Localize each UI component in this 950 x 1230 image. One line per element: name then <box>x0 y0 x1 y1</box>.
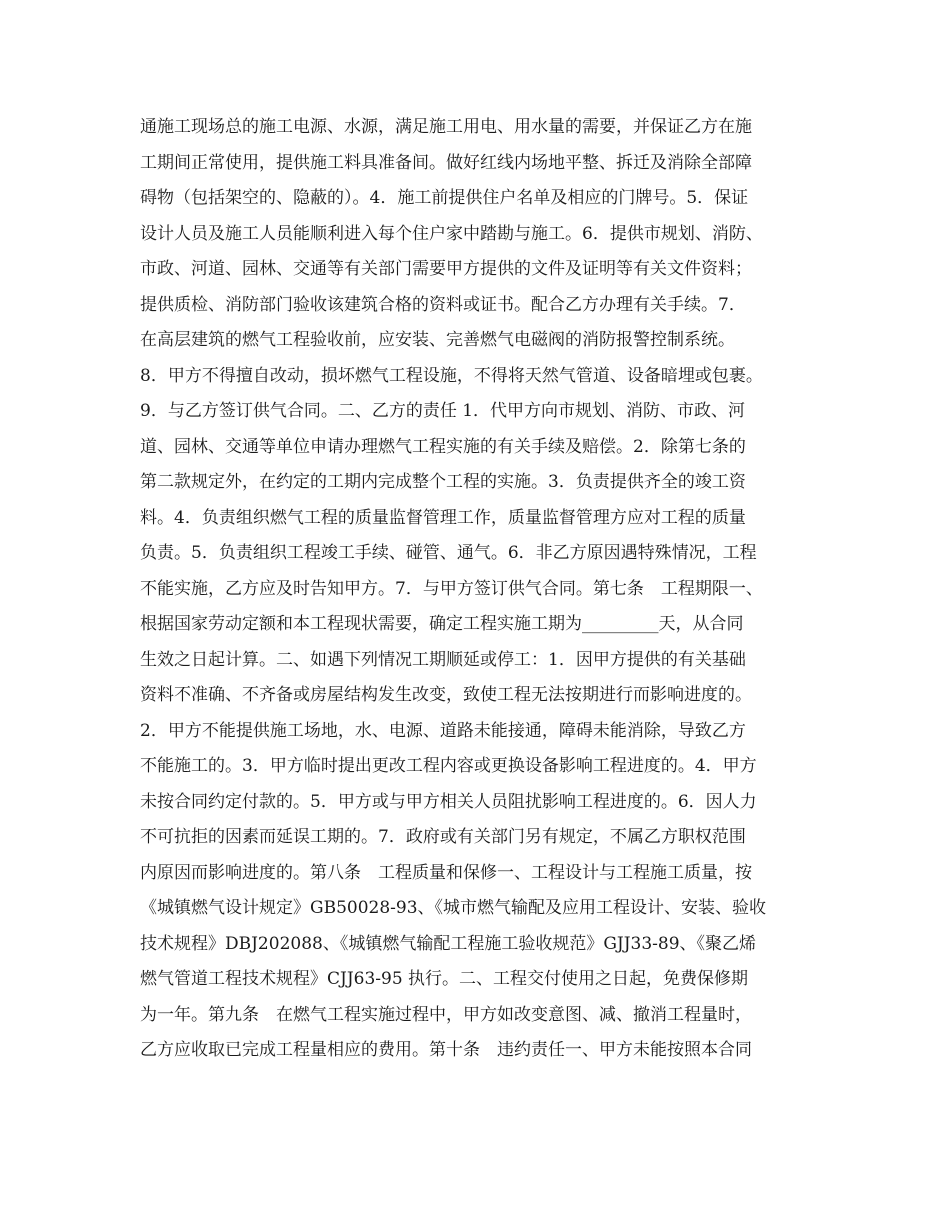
text-line: 不能施工的。3．甲方临时提出更改工程内容或更换设备影响工程进度的。4．甲方 <box>140 756 757 776</box>
text-line: 9．与乙方签订供气合同。二、乙方的责任 1．代甲方向市规划、消防、市政、河 <box>140 401 746 421</box>
text-line: 碍物（包括架空的、隐蔽的）。4．施工前提供住户名单及相应的门牌号。5．保证 <box>140 188 749 208</box>
text-line: 负责。5．负责组织工程竣工手续、碰管、通气。6．非乙方原因遇特殊情况，工程 <box>140 543 757 563</box>
contract-body-text <box>140 110 820 1069</box>
text-line: 提供质检、消防部门验收该建筑合格的资料或证书。配合乙方办理有关手续。7． <box>140 294 746 315</box>
text-line: 料。4．负责组织燃气工程的质量监督管理工作，质量监督管理方应对工程的质量 <box>140 507 746 528</box>
text-line: 未按合同约定付款的。5．甲方或与甲方相关人员阻扰影响工程进度的。6．因人力 <box>140 791 757 812</box>
text-line: 根据国家劳动定额和本工程现状需要，确定工程实施工期为_________天，从合同 <box>140 614 744 634</box>
text-line: 乙方应收取已完成工程量相应的费用。第十条 违约责任一、甲方未能按照本合同 <box>140 1040 752 1060</box>
text-line: 燃气管道工程技术规程》CJJ63-95 执行。二、工程交付使用之日起，免费保修期 <box>140 969 749 989</box>
text-line: 生效之日起计算。二、如遇下列情况工期顺延或停工：1．因甲方提供的有关基础 <box>140 649 746 670</box>
text-line: 市政、河道、园林、交通等有关部门需要甲方提供的文件及证明等有关文件资料； <box>140 259 752 279</box>
text-line: 不可抗拒的因素而延误工期的。7．政府或有关部门另有规定，不属乙方职权范围 <box>140 827 746 847</box>
text-line: 通施工现场总的施工电源、水源，满足施工用电、用水量的需要，并保证乙方在施 <box>140 117 752 137</box>
text-line: 为一年。第九条 在燃气工程实施过程中，甲方如改变意图、减、撤消工程量时， <box>140 1004 752 1025</box>
text-line: 内原因而影响进度的。第八条 工程质量和保修一、工程设计与工程施工质量，按 <box>140 862 752 883</box>
text-line: 道、园林、交通等单位申请办理燃气工程实施的有关手续及赔偿。2．除第七条的 <box>140 436 746 457</box>
text-line: 2．甲方不能提供施工场地，水、电源、道路未能接通，障碍未能消除，导致乙方 <box>140 720 746 741</box>
text-line: 8．甲方不得擅自改动，损坏燃气工程设施，不得将天然气管道、设备暗埋或包裹。 <box>140 365 763 386</box>
text-line: 工期间正常使用，提供施工料具准备间。做好红线内场地平整、拆迁及消除全部障 <box>140 152 752 173</box>
text-line: 第二款规定外，在约定的工期内完成整个工程的实施。3．负责提供齐全的竣工资 <box>140 472 746 492</box>
text-line: 技术规程》DBJ202088、《城镇燃气输配工程施工验收规范》GJJ33-89、《聚乙烯 <box>140 933 757 954</box>
text-line: 不能实施，乙方应及时告知甲方。7．与甲方签订供气合同。第七条 工程期限一、 <box>140 578 763 599</box>
text-line: 《城镇燃气设计规定》GB50028-93、《城市燃气输配及应用工程设计、安装、验收 <box>140 898 767 918</box>
text-line: 资料不准确、不齐备或房屋结构发生改变，致使工程无法按期进行而影响进度的。 <box>140 685 752 705</box>
text-line: 在高层建筑的燃气工程验收前，应安装、完善燃气电磁阀的消防报警控制系统。 <box>140 330 735 350</box>
text-line: 设计人员及施工人员能顺利进入每个住户家中踏勘与施工。6．提供市规划、消防、 <box>140 223 763 244</box>
